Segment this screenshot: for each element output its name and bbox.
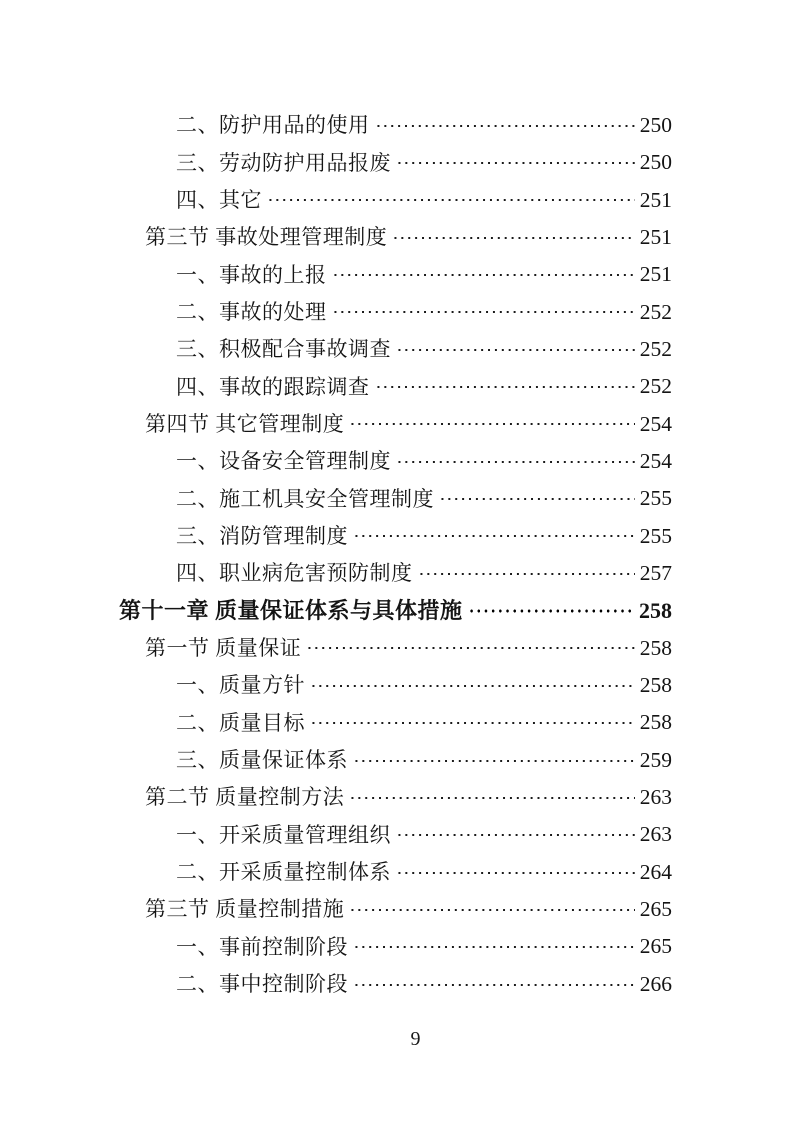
- toc-entry-title: 二、质量目标: [176, 710, 305, 735]
- dot-leader: [353, 534, 635, 538]
- toc-entry[interactable]: [119, 742, 672, 779]
- toc-entry-page-number: 254: [639, 411, 672, 436]
- toc-entry[interactable]: [119, 107, 672, 144]
- toc-entry[interactable]: [119, 667, 672, 704]
- toc-entry-title: 一、质量方针: [176, 673, 305, 698]
- toc-entry[interactable]: [119, 817, 672, 854]
- dot-leader: [468, 609, 634, 613]
- toc-entry[interactable]: [119, 219, 672, 256]
- toc-entry-title: 三、质量保证体系: [176, 748, 348, 773]
- toc-entry-page-number: 265: [639, 934, 672, 959]
- dot-leader: [439, 497, 635, 501]
- toc-entry[interactable]: [119, 182, 672, 219]
- toc-entry-page-number: 263: [639, 822, 672, 847]
- toc-entry-page-number: 266: [639, 971, 672, 996]
- dot-leader: [396, 871, 635, 875]
- dot-leader: [267, 198, 635, 202]
- toc-entry-title: 三、积极配合事故调查: [176, 337, 391, 362]
- toc-entry-title: 一、事前控制阶段: [176, 934, 348, 959]
- toc-entry-title: 三、消防管理制度: [176, 523, 348, 548]
- page-footer: [0, 1028, 793, 1051]
- footer-page-number: 9: [410, 1028, 421, 1050]
- dot-leader: [353, 983, 635, 987]
- toc-entry-page-number: 255: [639, 486, 672, 511]
- toc-entry-title: 一、开采质量管理组织: [176, 822, 391, 847]
- toc-entry-page-number: 258: [639, 673, 672, 698]
- toc-entry[interactable]: [119, 368, 672, 405]
- toc-entry-page-number: 255: [639, 523, 672, 548]
- dot-leader: [353, 759, 635, 763]
- dot-leader: [392, 236, 635, 240]
- toc-entry[interactable]: [119, 891, 672, 928]
- toc-entry[interactable]: [119, 630, 672, 667]
- toc-entry[interactable]: [119, 518, 672, 555]
- toc-entry-title: 第十一章 质量保证体系与具体措施: [119, 598, 463, 624]
- toc-entry-title: 二、防护用品的使用: [176, 113, 370, 138]
- toc-entry-title: 第一节 质量保证: [145, 635, 302, 660]
- toc-entry-title: 四、事故的跟踪调查: [176, 374, 370, 399]
- toc-entry[interactable]: [119, 779, 672, 816]
- dot-leader: [396, 348, 635, 352]
- dot-leader: [375, 124, 635, 128]
- toc-entry[interactable]: [119, 555, 672, 592]
- toc-entry-page-number: 263: [639, 785, 672, 810]
- toc-entry-title: 第二节 质量控制方法: [145, 785, 345, 810]
- toc-entry-title: 四、职业病危害预防制度: [176, 561, 413, 586]
- toc-entry-page-number: 252: [639, 299, 672, 324]
- toc-entry[interactable]: [119, 443, 672, 480]
- toc-entry[interactable]: [119, 256, 672, 293]
- toc-entry-page-number: 254: [639, 449, 672, 474]
- dot-leader: [396, 460, 635, 464]
- toc-entry[interactable]: [119, 966, 672, 1003]
- toc-entry-title: 一、设备安全管理制度: [176, 449, 391, 474]
- dot-leader: [332, 273, 635, 277]
- toc-entry-title: 一、事故的上报: [176, 262, 327, 287]
- toc-entry[interactable]: [119, 406, 672, 443]
- dot-leader: [306, 646, 635, 650]
- toc-entry[interactable]: [119, 592, 672, 629]
- toc-entry-page-number: 251: [639, 187, 672, 212]
- dot-leader: [375, 385, 635, 389]
- toc-entry-page-number: 251: [639, 224, 672, 249]
- dot-leader: [310, 684, 635, 688]
- dot-leader: [349, 796, 635, 800]
- toc-entry-title: 第四节 其它管理制度: [145, 411, 345, 436]
- toc-entry-page-number: 252: [639, 374, 672, 399]
- toc-entry-title: 二、开采质量控制体系: [176, 860, 391, 885]
- toc-entry-title: 第三节 质量控制措施: [145, 897, 345, 922]
- toc-entry-title: 二、事故的处理: [176, 299, 327, 324]
- toc-entry-page-number: 250: [639, 112, 672, 137]
- toc-entry-title: 二、施工机具安全管理制度: [176, 486, 434, 511]
- dot-leader: [332, 310, 635, 314]
- toc-entry[interactable]: [119, 294, 672, 331]
- dot-leader: [349, 422, 635, 426]
- toc-entry-page-number: 258: [639, 598, 672, 624]
- toc-entry[interactable]: [119, 331, 672, 368]
- toc-entry-page-number: 252: [639, 336, 672, 361]
- toc-entry[interactable]: [119, 854, 672, 891]
- dot-leader: [396, 161, 635, 165]
- toc-entry[interactable]: [119, 144, 672, 181]
- dot-leader: [353, 945, 635, 949]
- toc-entry-page-number: 250: [639, 150, 672, 175]
- toc-entry-page-number: 259: [639, 747, 672, 772]
- toc-entry-page-number: 257: [639, 561, 672, 586]
- toc-entry-page-number: 265: [639, 897, 672, 922]
- toc-entry-page-number: 258: [639, 635, 672, 660]
- toc-entry-title: 四、其它: [176, 187, 262, 212]
- dot-leader: [418, 572, 635, 576]
- table-of-contents: [119, 107, 672, 1003]
- toc-entry-title: 第三节 事故处理管理制度: [145, 225, 388, 250]
- dot-leader: [396, 833, 635, 837]
- toc-entry-title: 三、劳动防护用品报废: [176, 150, 391, 175]
- dot-leader: [349, 908, 635, 912]
- toc-entry-page-number: 251: [639, 262, 672, 287]
- dot-leader: [310, 721, 635, 725]
- toc-entry-page-number: 264: [639, 859, 672, 884]
- toc-entry[interactable]: [119, 705, 672, 742]
- toc-entry[interactable]: [119, 929, 672, 966]
- toc-entry-title: 二、事中控制阶段: [176, 972, 348, 997]
- toc-entry[interactable]: [119, 480, 672, 517]
- toc-entry-page-number: 258: [639, 710, 672, 735]
